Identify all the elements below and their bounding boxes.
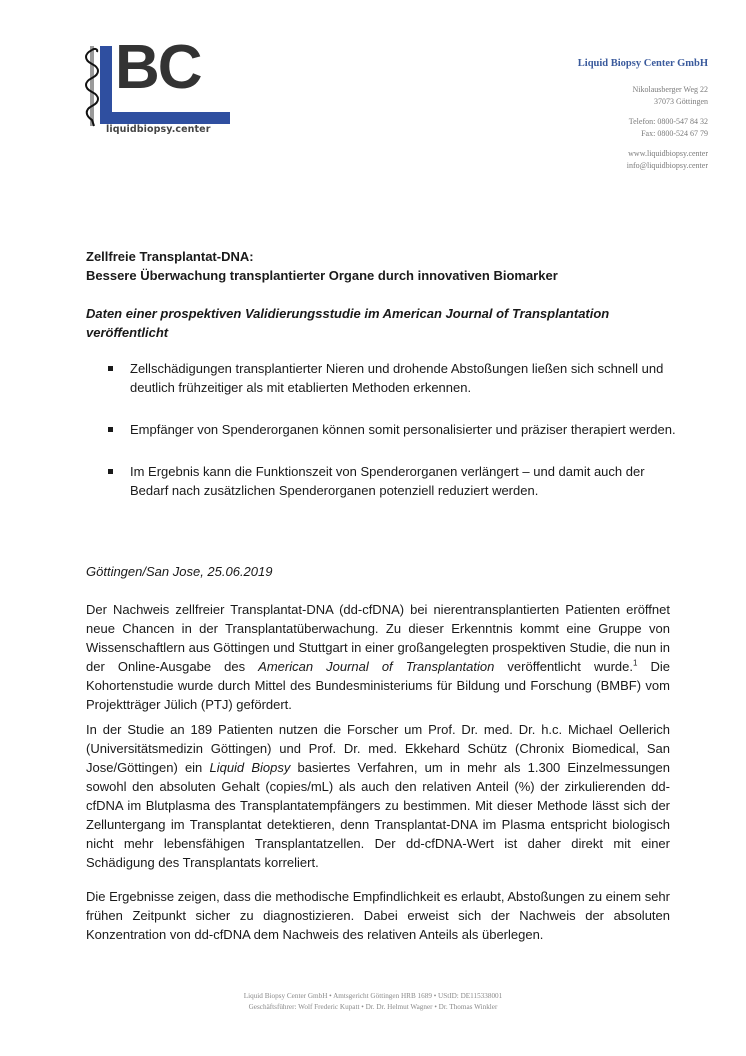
headline-line2: Bessere Überwachung transplantierter Organe durch innovativen Biomarker [86, 268, 558, 283]
list-item: Empfänger von Spenderorganen können somit personalisierter und präziser therapiert werden. [108, 420, 678, 439]
company-name: Liquid Biopsy Center GmbH [577, 58, 708, 69]
phone-number: Telefon: 0800-547 84 32 [628, 117, 708, 126]
bullet-square-icon [108, 469, 113, 474]
fax-number: Fax: 0800-524 67 79 [641, 128, 708, 138]
emphasis-liquid-biopsy: Liquid Biopsy [209, 760, 291, 775]
dateline: Göttingen/San Jose, 25.06.2019 [86, 564, 273, 579]
letterhead [578, 57, 708, 180]
bullet-square-icon [108, 427, 113, 432]
company-logo [82, 33, 232, 136]
list-item: Zellschädigungen transplantierter Nieren und drohende Abstoßungen ließen sich schnell und deutlich frühzeitiger als mit etablierten Methoden erkennen. [108, 359, 678, 397]
list-item: Im Ergebnis kann die Funktionszeit von Spenderorganen verlängert – und damit auch der Bedarf nach zusätzlichen Spenderorganen potenziell reduziert werden. [108, 462, 678, 500]
logo-url: liquidbiopsy.center [106, 124, 211, 135]
address-block [578, 84, 708, 107]
subheadline: Daten einer prospektiven Validierungsstudie im American Journal of Transplantation veröffentlicht [86, 306, 610, 340]
paragraph-intro: Der Nachweis zellfreier Transplantat-DNA (dd-cfDNA) bei nierentransplantierten Patienten eröffnet neue Chancen in der Transplantatüberwachung. Zu dieser Erkenntnis kommt eine Gruppe von Wissenschaftlern aus Göttingen und Stuttgart in einer großangelegten prospektiven Studie, die nun in der Online-Ausgabe des American Journal of Transplantation veröffentlicht wurde.$^1$ Die Kohortenstudie wurde durch Mittel des Bundesministeriums für Bildung und Forschung (BMBF) vom Projektträger Jülich (PTJ) gefördert. [86, 602, 671, 712]
footer-legal: Liquid Biopsy Center GmbH • Amtsgericht Göttingen HRB 1689 • UStID: DE115338001 [243, 992, 503, 1000]
address-street: Nikolausberger Weg 22 [632, 85, 708, 94]
web-block [578, 148, 708, 171]
address-city: 37073 Göttingen [654, 96, 708, 106]
footer-management: Geschäftsführer: Wolf Frederic Kupatt • Dr. Dr. Helmut Wagner • Dr. Thomas Winkler [248, 1003, 498, 1011]
logo-mark: BC [115, 33, 201, 102]
footnote-ref[interactable]: 1 [632, 658, 638, 668]
paragraph-study: In der Studie an 189 Patienten nutzen die Forscher um Prof. Dr. med. Dr. h.c. Michael Oellerich (Universitätsmedizin Göttingen) und Prof. Dr. med. Ekkehard Schütz (Chronix Biomedical, San Jose/Göttingen) ein Liquid Biopsy basiertes Verfahren, um in mehr als 1.300 Einzelmessungen sowohl den absoluten Gehalt (copies/mL) als auch den relativen Anteil (%) der zirkulierenden dd-cfDNA im Blutplasma des Transplantatempfängers zu bestimmen. Mit dieser Methode lässt sich der Zelluntergang im Transplantat detektieren, denn Transplantat-DNA im Plasma entspricht biologisch nicht mehr lebensfähigen Transplantatzellen. Der dd-cfDNA-Wert ist daher direkt mit einer Schädigung des Transplantats korreliert. [86, 722, 670, 870]
page-footer [0, 991, 746, 1013]
email-link[interactable]: info@liquidbiopsy.center [626, 160, 708, 170]
paragraph-results: Die Ergebnisse zeigen, dass die methodische Empfindlichkeit es erlaubt, Abstoßungen zu einem sehr frühen Zeitpunkt sicher zu diagnostizieren. Dabei erweist sich der Nachweis der absoluten Konzentration von dd-cfDNA dem Nachweis des relativen Anteils als überlegen. [86, 889, 670, 942]
journal-name: American Journal of Transplantation [258, 659, 495, 674]
aesculapian-snake-icon [82, 46, 102, 128]
headline [86, 247, 670, 285]
contact-block [578, 116, 708, 139]
headline-line1: Zellfreie Transplantat-DNA: [86, 249, 254, 264]
website-link[interactable]: www.liquidbiopsy.center [628, 149, 708, 158]
bullet-square-icon [108, 366, 113, 371]
key-points-list [108, 359, 678, 523]
